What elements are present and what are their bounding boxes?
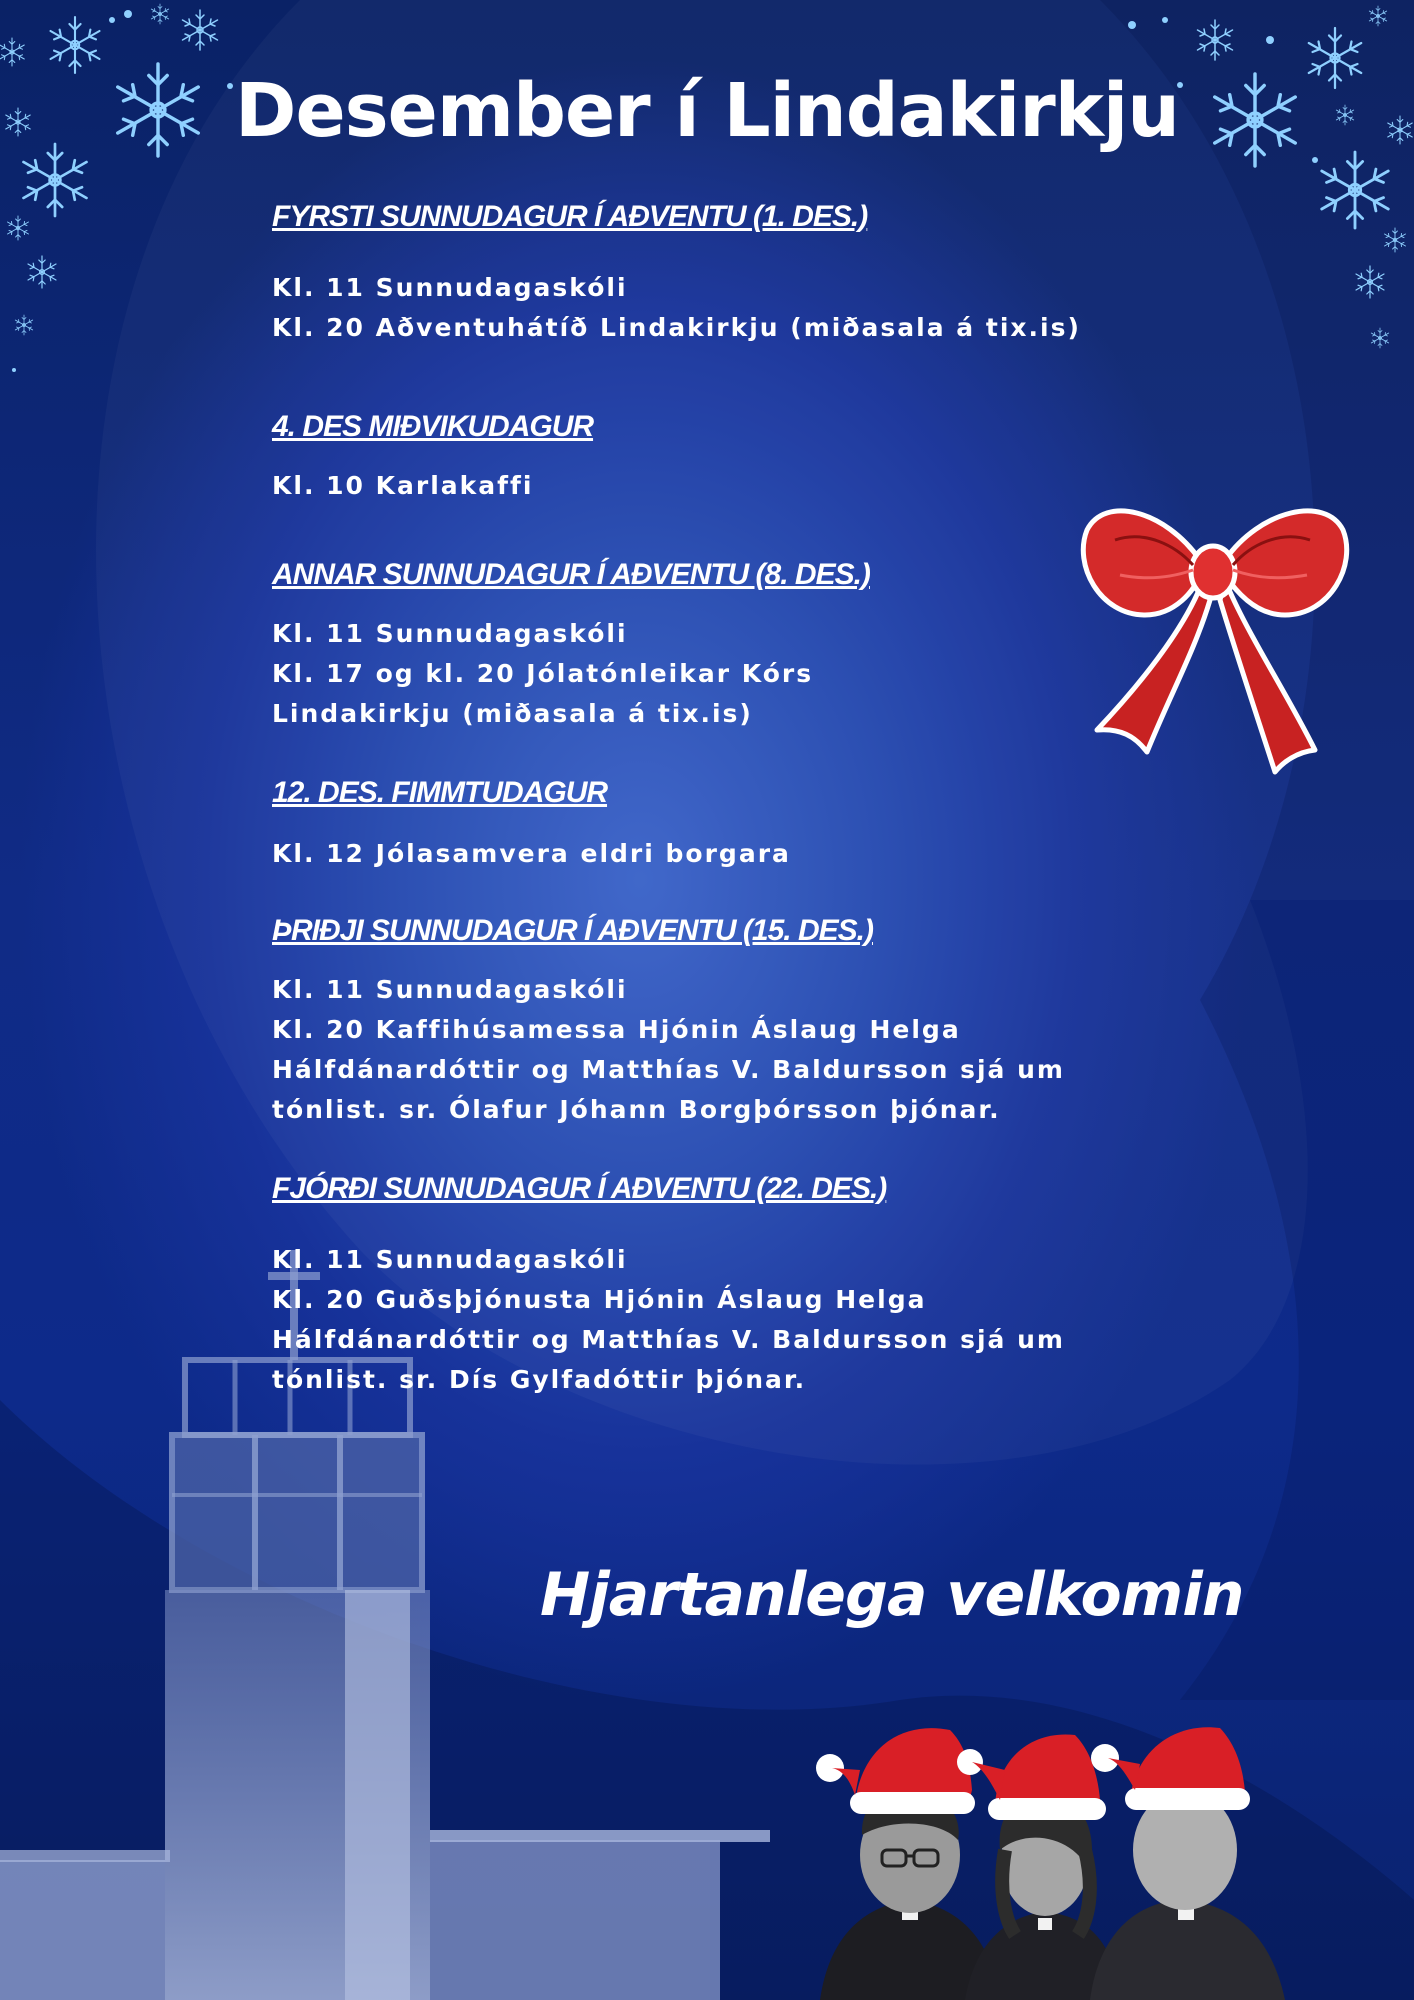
event-line: Kl. 11 Sunnudagaskóli bbox=[272, 975, 628, 1004]
santa-hat-icon bbox=[1091, 1727, 1250, 1810]
snowflake-icon bbox=[23, 144, 86, 216]
event-line: Kl. 20 Kaffihúsamessa Hjónin Áslaug Helga bbox=[272, 1015, 961, 1044]
event-line: Kl. 20 Guðsþjónusta Hjónin Áslaug Helga bbox=[272, 1285, 927, 1314]
snowflake-icon bbox=[15, 315, 33, 335]
event-block bbox=[272, 914, 1172, 1130]
santa-hat-icon bbox=[957, 1734, 1106, 1820]
event-heading: ANNAR SUNNUDAGUR Í AÐVENTU (8. DES.) bbox=[272, 558, 870, 591]
event-line: Hálfdánardóttir og Matthías V. Baldursson sjá um bbox=[272, 1325, 1065, 1354]
event-line: Kl. 12 Jólasamvera eldri borgara bbox=[272, 839, 791, 868]
event-block bbox=[272, 200, 1172, 348]
snowflake-icon bbox=[0, 38, 24, 66]
event-line: Kl. 11 Sunnudagaskóli bbox=[272, 1245, 628, 1274]
snowflake-icon bbox=[1371, 328, 1389, 348]
santa-hat-icon bbox=[816, 1728, 975, 1814]
snowflake-icon bbox=[28, 256, 56, 288]
event-block bbox=[272, 1172, 1172, 1400]
event-line: Kl. 10 Karlakaffi bbox=[272, 471, 534, 500]
staff-portraits bbox=[800, 1700, 1300, 2000]
snowflake-icon bbox=[1198, 20, 1233, 60]
snowflake-icon bbox=[1369, 6, 1387, 26]
event-heading: 4. DES MIÐVIKUDAGUR bbox=[272, 410, 594, 443]
snowflake-icon bbox=[1356, 266, 1384, 298]
snowflake-icon bbox=[1385, 228, 1406, 252]
event-line: Lindakirkju (miðasala á tix.is) bbox=[272, 699, 753, 728]
snowflake-icon bbox=[183, 10, 218, 50]
event-heading: FJÓRÐI SUNNUDAGUR Í AÐVENTU (22. DES.) bbox=[272, 1172, 887, 1205]
snowflakes-top-left bbox=[0, 0, 260, 380]
event-block bbox=[272, 558, 1172, 734]
event-block bbox=[272, 776, 1172, 874]
event-line: Hálfdánardóttir og Matthías V. Baldursson sjá um bbox=[272, 1055, 1065, 1084]
event-line: Kl. 17 og kl. 20 Jólatónleikar Kórs bbox=[272, 659, 814, 688]
event-line: Kl. 11 Sunnudagaskóli bbox=[272, 273, 628, 302]
snowflake-icon bbox=[51, 17, 100, 73]
snowflake-icon bbox=[7, 216, 28, 240]
event-line: tónlist. sr. Ólafur Jóhann Borgþórsson þjónar. bbox=[272, 1095, 1001, 1124]
snowflake-icon bbox=[1322, 152, 1389, 228]
event-line: Kl. 11 Sunnudagaskóli bbox=[272, 619, 628, 648]
snowflake-icon bbox=[151, 4, 169, 24]
event-block bbox=[272, 410, 1172, 506]
event-line: Kl. 20 Aðventuhátíð Lindakirkju (miðasala á tix.is) bbox=[272, 313, 1081, 342]
event-heading: ÞRIÐJI SUNNUDAGUR Í AÐVENTU (15. DES.) bbox=[272, 914, 873, 947]
page-title: Desember í Lindakirkju bbox=[235, 68, 1179, 154]
event-line: tónlist. sr. Dís Gylfadóttir þjónar. bbox=[272, 1365, 807, 1394]
welcome-text: Hjartanlega velkomin bbox=[540, 1560, 1244, 1630]
event-heading: FYRSTI SUNNUDAGUR Í AÐVENTU (1. DES.) bbox=[272, 200, 868, 233]
event-heading: 12. DES. FIMMTUDAGUR bbox=[272, 776, 608, 809]
